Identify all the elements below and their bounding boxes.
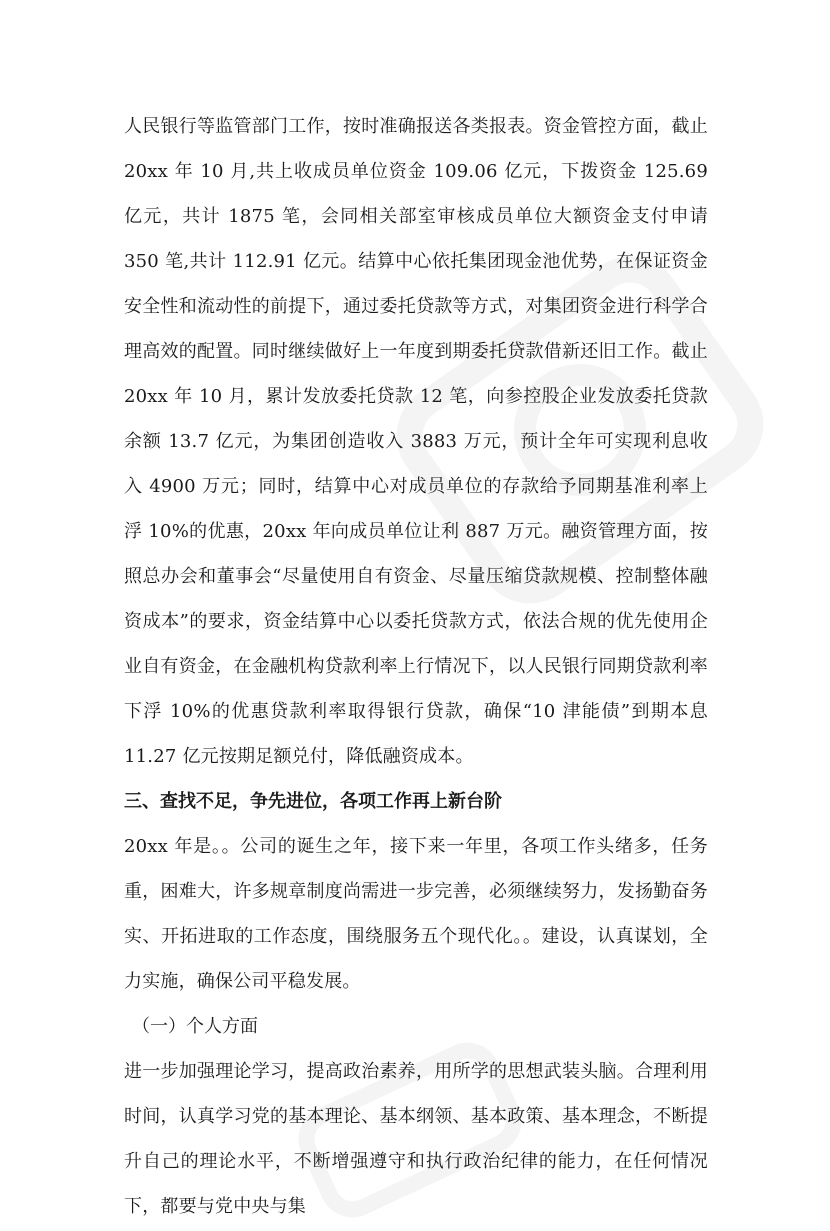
paragraph-next-year: 20xx 年是。。公司的诞生之年，接下来一年里，各项工作头绪多，任务重，困难大，许多规章制度尚需进一步完善，必须继续努力，发扬勤奋务实、开拓进取的工作态度，围绕服务五个现代化。。建设，认真谋划，全力实施，确保公司平稳发展。	[124, 836, 708, 992]
paragraph-theory-study: 进一步加强理论学习，提高政治素养，用所学的思想武装头脑。合理利用时间，认真学习党的基本理论、基本纲领、基本政策、基本理念，不断提升自己的理论水平，不断增强遵守和执行政治纪律的能力，在任何情况下，都要与党中央与集	[124, 1061, 708, 1217]
paragraph-fund-management: 人民银行等监管部门工作，按时准确报送各类报表。资金管控方面，截止 20xx 年 10 月,共上收成员单位资金 109.06 亿元，下拨资金 125.69 亿元，共计 1875 笔，会同相关部室审核成员单位大额资金支付申请 350 笔,共计 112.91 亿元。结算中心依托集团现金池优势，在保证资金安全性和流动性的前提下，通过委托贷款等方式，对集团资金进行科学合理高效的配置。同时继续做好上一年度到期委托贷款借新还旧工作。截止 20xx 年 10 月，累计发放委托贷款 12 笔，向参控股企业发放委托贷款余额 13.7 亿元，为集团创造收入 3883 万元，预计全年可实现利息收入 4900 万元；同时，结算中心对成员单位的存款给予同期基准利率上浮 10%的优惠，20xx 年向成员单位让利 887 万元。融资管理方面，按照总办会和董事会“尽量使用自有资金、尽量压缩贷款规模、控制整体融资成本”的要求，资金结算中心以委托贷款方式，依法合规的优先使用企业自有资金，在金融机构贷款利率上行情况下，以人民银行同期贷款利率下浮 10%的优惠贷款利率取得银行贷款，确保“10 津能债”到期本息 11.27 亿元按期足额兑付，降低融资成本。	[124, 116, 708, 767]
sub-heading-personal: （一）个人方面	[132, 1016, 258, 1037]
section-heading: 三、查找不足，争先进位，各项工作再上新台阶	[124, 791, 502, 812]
